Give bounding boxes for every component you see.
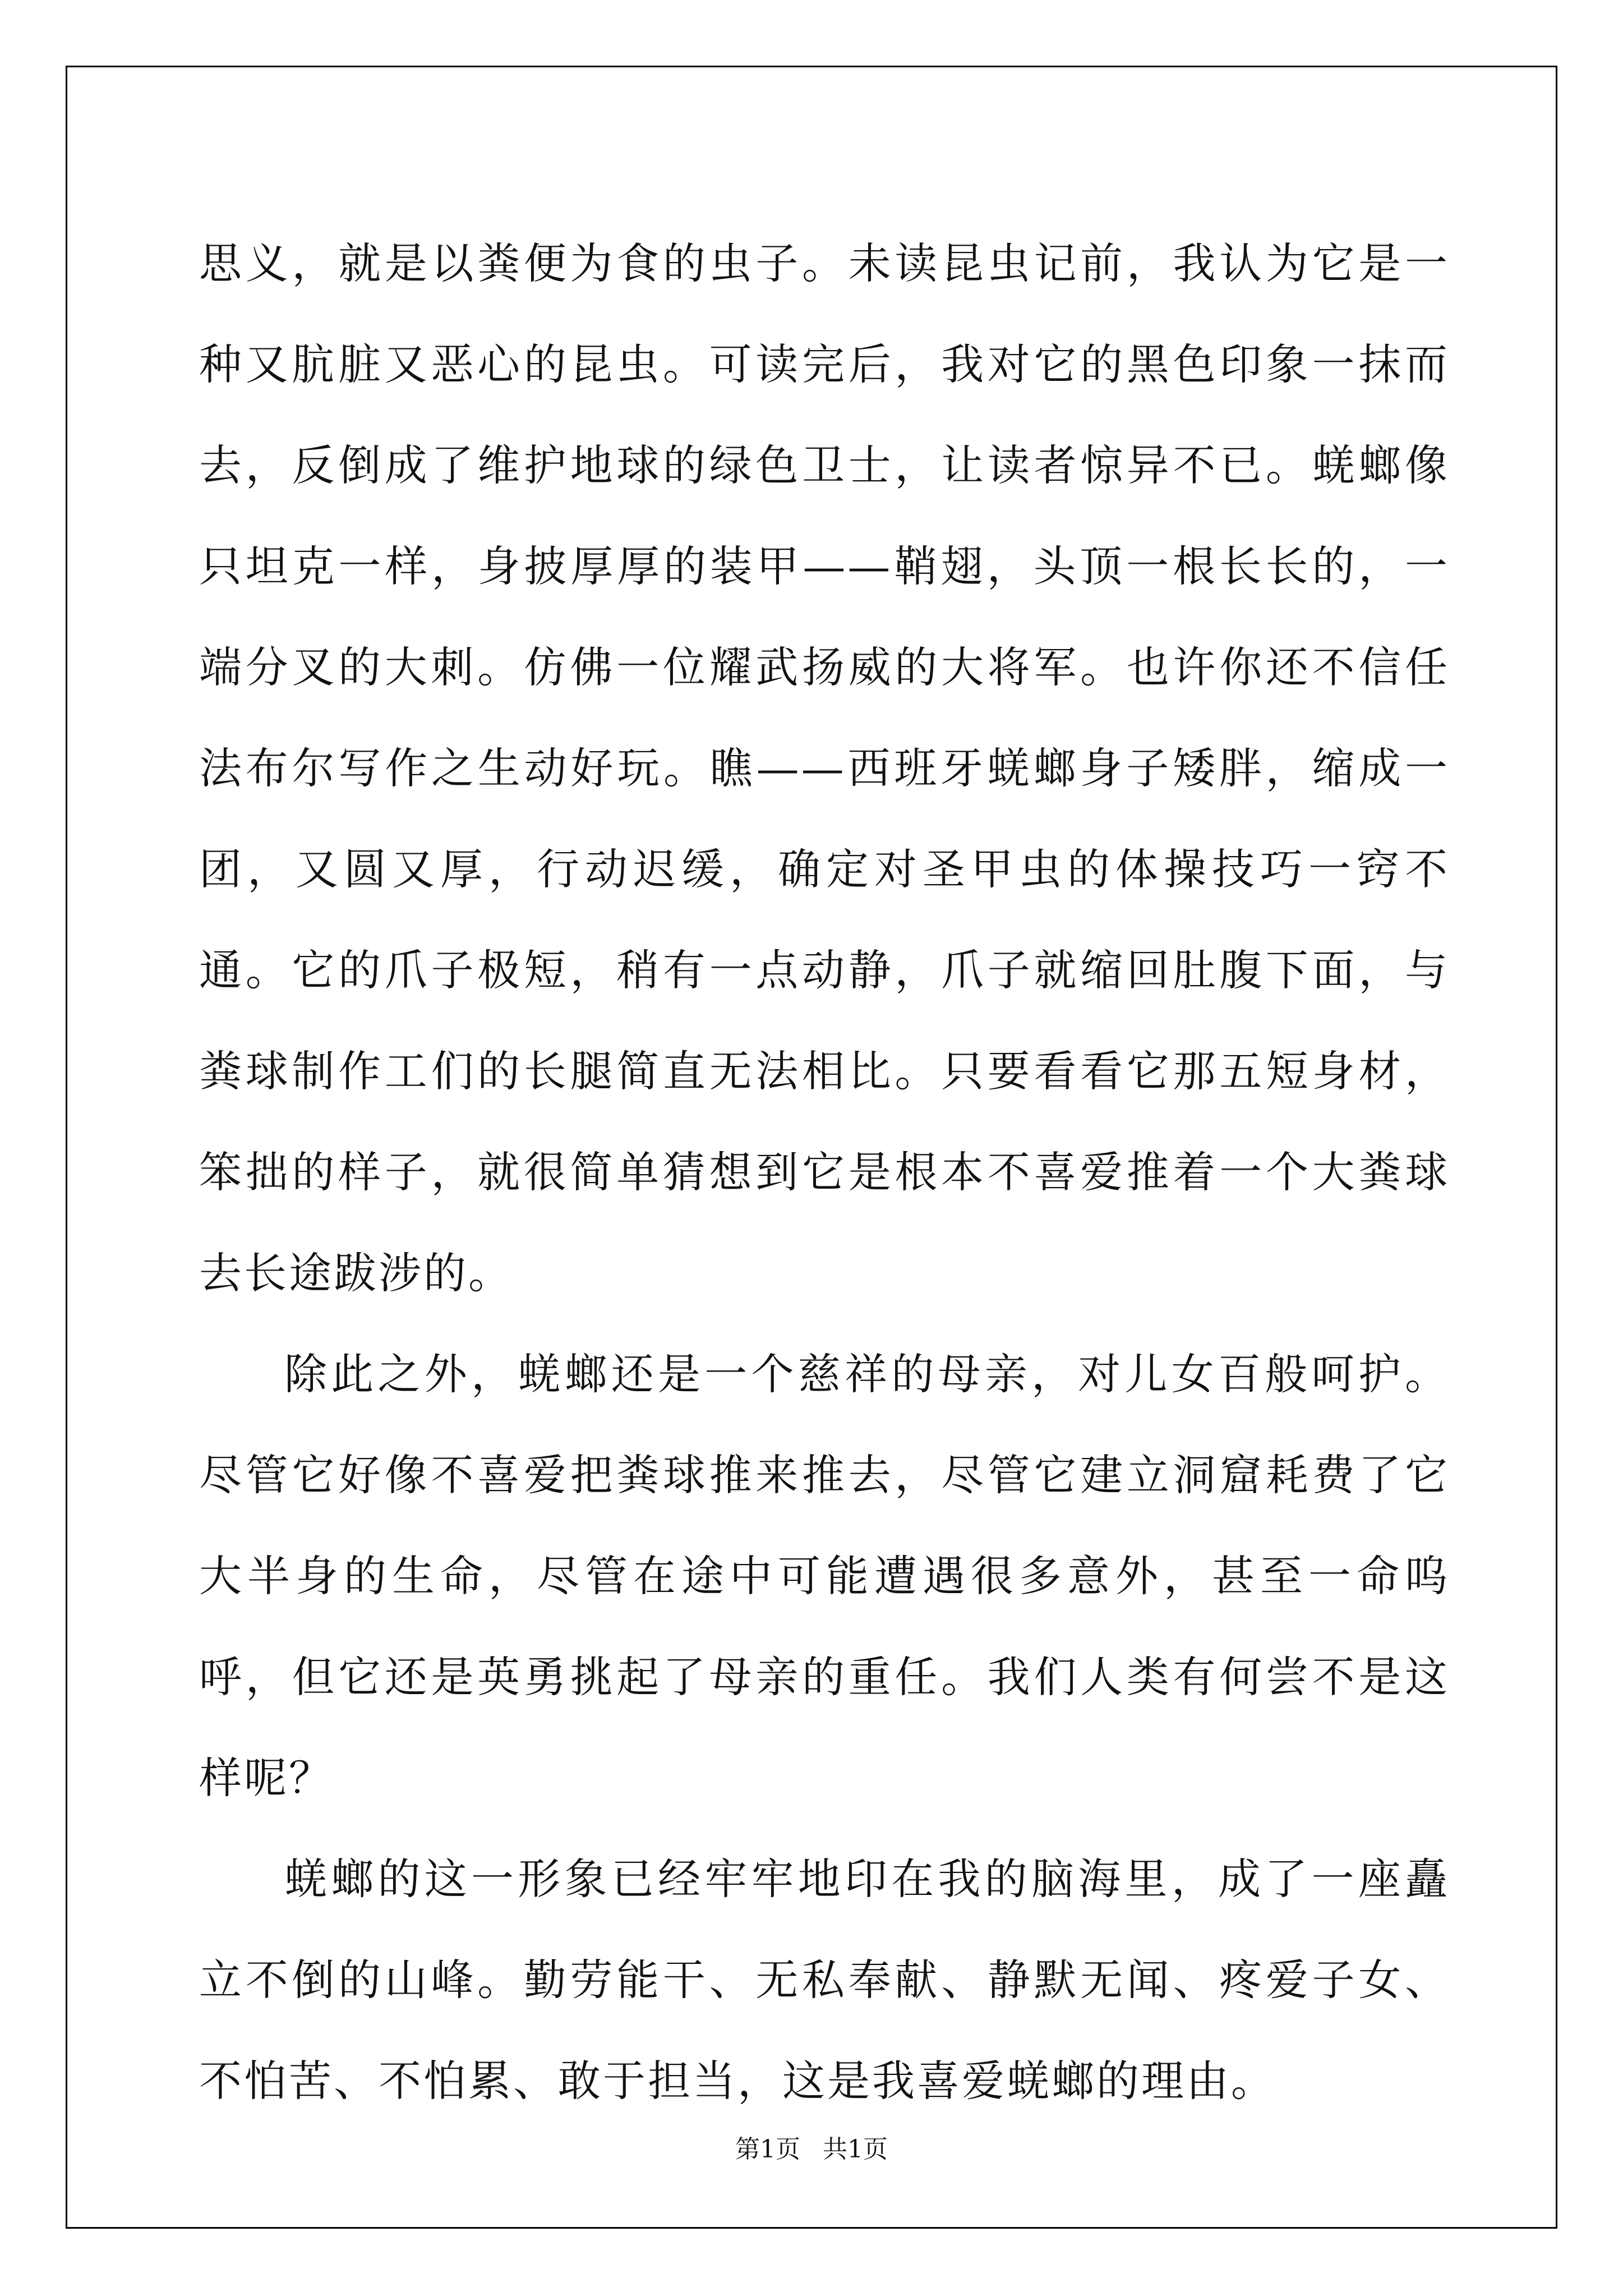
- page-number-current: 第1页: [735, 2135, 800, 2164]
- paragraph-3: 蜣螂的这一形象已经牢牢地印在我的脑海里，成了一座矗立不倒的山峰。勤劳能干、无私奉献、静默无闻、疼爱子女、不怕苦、不怕累、敢于担当，这是我喜爱蜣螂的理由。: [199, 1854, 1450, 2106]
- paragraph-2: 除此之外，蜣螂还是一个慈祥的母亲，对儿女百般呵护。尽管它好像不喜爱把粪球推来推去，尽管它建立洞窟耗费了它大半身的生命，尽管在途中可能遭遇很多意外，甚至一命呜呼，但它还是英勇挑起了母亲的重任。我们人类有何尝不是这样呢？: [199, 1349, 1450, 1803]
- page-footer: [0, 2129, 1623, 2165]
- paragraph-1: 思义，就是以粪便为食的虫子。未读昆虫记前，我认为它是一种又肮脏又恶心的昆虫。可读完后，我对它的黑色印象一抹而去，反倒成了维护地球的绿色卫士，让读者惊异不已。蜣螂像只坦克一样，身披厚厚的装甲——鞘翅，头顶一根长长的，一端分叉的大刺。仿佛一位耀武扬威的大将军。也许你还不信任法布尔写作之生动好玩。瞧——西班牙蜣螂身子矮胖，缩成一团，又圆又厚，行动迟缓，确定对圣甲虫的体操技巧一窍不通。它的爪子极短，稍有一点动静，爪子就缩回肚腹下面，与粪球制作工们的长腿简直无法相比。只要看看它那五短身材，笨拙的样子，就很简单猜想到它是根本不喜爱推着一个大粪球去长途跋涉的。: [199, 238, 1450, 1298]
- page-number-total: 共1页: [823, 2135, 888, 2164]
- document-body: [199, 213, 1450, 2132]
